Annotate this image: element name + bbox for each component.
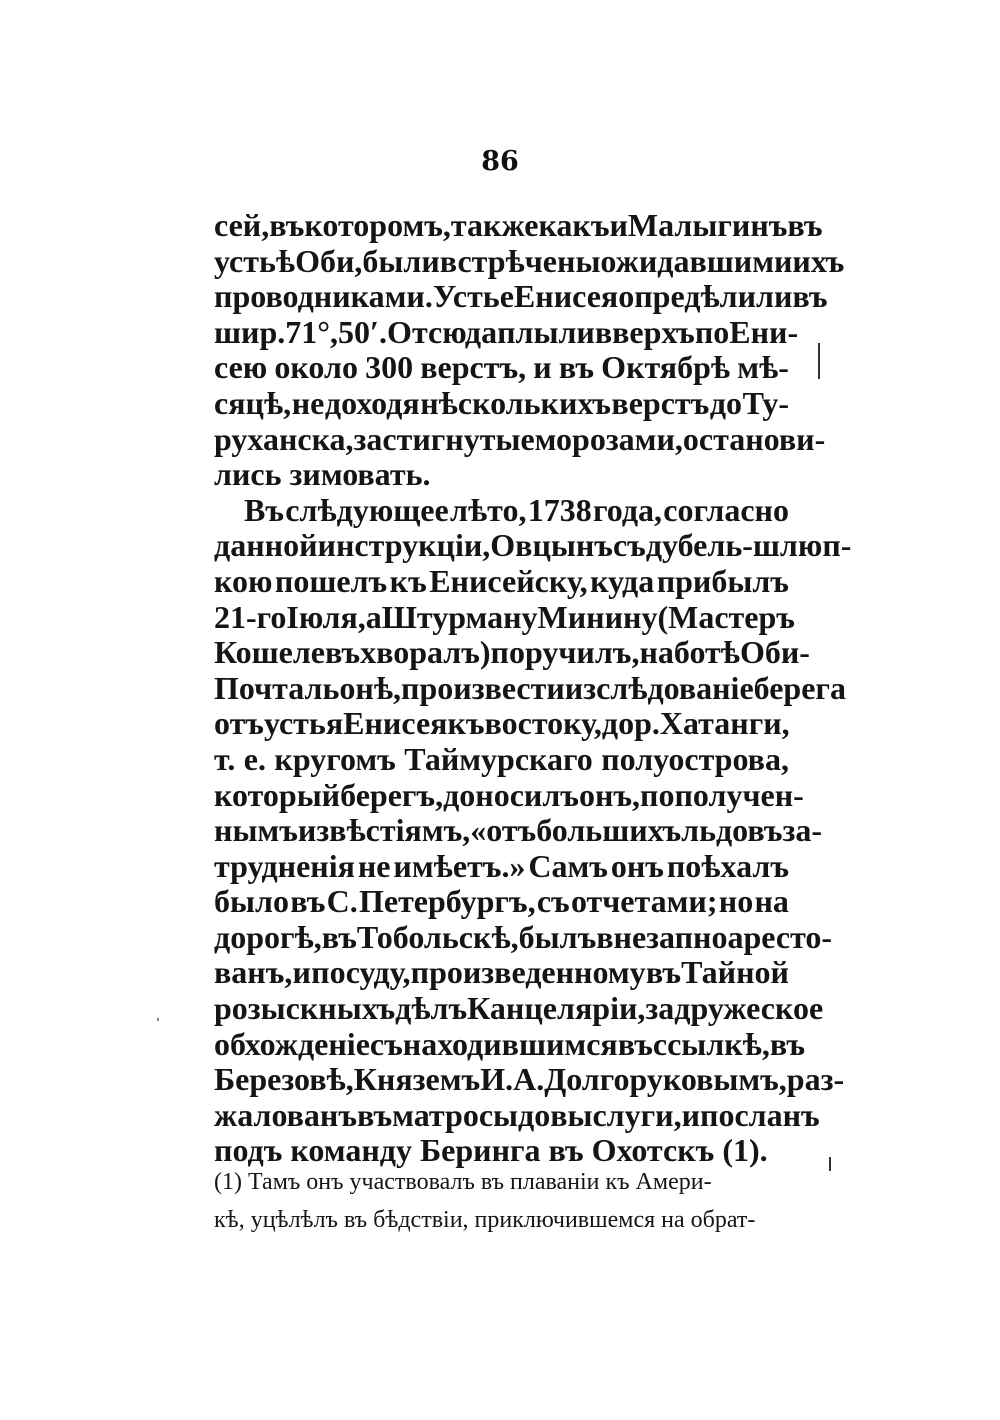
text-line [214, 742, 789, 778]
text-line-content: обхожденіе съ находившимся въ ссылкѣ, въ [214, 1025, 805, 1062]
text-line-content: трудненія не имѣетъ.» Самъ онъ поѣхалъ [214, 847, 789, 884]
text-line-content: Въ слѣдующее лѣто, 1738 года, согласно [244, 491, 789, 528]
page-number: 86 [481, 146, 519, 177]
text-line-content: 21-го Іюля, а Штурману Минину (Мастеръ [214, 598, 795, 635]
text-line [214, 812, 823, 849]
text-line-content: подъ команду Беринга въ Охотскъ (1). [214, 1132, 768, 1169]
text-line-content: сею около 300 верстъ, и въ Октябрѣ мѣ- [214, 349, 789, 386]
text-line-content: проводниками. Устье Енисея опредѣлили въ [214, 278, 828, 315]
text-line [214, 564, 789, 600]
text-line [214, 634, 810, 671]
text-line [214, 918, 833, 956]
text-line-paragraph-end [214, 457, 789, 493]
footnote-line-content: кѣ, уцѣлѣлъ въ бѣдствіи, приключившемся на обрат- [214, 1207, 756, 1233]
text-line-content: шир. 71°,50′. Отсюда плыли вверхъ по Ени- [214, 313, 799, 350]
text-line [214, 1061, 845, 1098]
text-line [214, 598, 795, 636]
text-line [214, 990, 824, 1027]
footnote-line-content: (1) Тамъ онъ участвовалъ въ плаваніи къ Амери- [214, 1169, 712, 1195]
text-line [214, 955, 789, 991]
text-line-content: т. е. кругомъ Таймурскаго полуострова, [214, 740, 789, 777]
text-line-content: ванъ, и по суду, произведенному въ Тайной [214, 954, 789, 991]
text-line [214, 527, 852, 564]
text-line [214, 776, 804, 814]
text-line-paragraph-start [214, 493, 789, 529]
text-line-content: было въ С. Петербургъ, съ отчетами; но на [214, 883, 789, 920]
text-line-content: дорогѣ, въ Тобольскѣ, былъ внезапно аресто- [214, 918, 833, 955]
text-line [214, 884, 789, 920]
margin-dot-mark [157, 1018, 159, 1021]
text-line-content: Почтальонѣ, произвести изслѣдованіе берега [214, 669, 846, 706]
text-line-content: сяцѣ, не доходя нѣсколькихъ верстъ до Ту- [214, 384, 789, 421]
text-line [214, 1096, 820, 1134]
text-line-content: отъ устья Енисея къ востоку, до р. Хатанги, [214, 705, 790, 742]
text-line-content: лись зимовать. [214, 456, 431, 493]
footnote-line [214, 1163, 789, 1201]
text-line-content: устьѣ Оби, были встрѣчены ожидавшими ихъ [214, 242, 845, 279]
footnote-line [214, 1201, 789, 1239]
text-line [214, 207, 823, 244]
text-line-content: розыскныхъ дѣлъ Канцеляріи, за дружеское [214, 990, 824, 1027]
text-line [214, 849, 789, 885]
text-line [214, 706, 789, 742]
text-line-content: данной инструкціи, Овцынъ съ дубель-шлюп- [214, 527, 852, 564]
margin-speck-mark [829, 1157, 831, 1171]
text-line [214, 669, 846, 707]
main-text [214, 207, 852, 1169]
text-line [214, 242, 845, 280]
text-line [214, 420, 826, 458]
text-line-content: который берегъ, доносилъ онъ, по получен- [214, 776, 804, 813]
text-line-content: Кошелевъ хворалъ) поручилъ, на ботѣ Оби- [214, 634, 810, 671]
text-line-content: руханска, застигнутые морозами, останови- [214, 420, 826, 457]
text-line-content: жалованъ въ матросы до выслуги, и посланъ [214, 1096, 820, 1133]
text-line [214, 278, 828, 315]
text-line [214, 313, 799, 351]
text-line-content: нымъ извѣстіямъ, «отъ большихъ льдовъ за- [214, 812, 823, 849]
text-line [214, 350, 789, 386]
text-line-content: Березовѣ, Княземъ И. А. Долгоруковымъ, раз- [214, 1061, 845, 1098]
margin-stroke-mark [818, 343, 820, 379]
text-line-content: сей, въ которомъ, также какъ и Малыгинъ въ [214, 207, 823, 243]
text-line-content: кою пошелъ къ Енисейску, куда прибылъ [214, 562, 789, 599]
text-line [214, 386, 789, 422]
footnote [214, 1163, 789, 1239]
text-line [214, 1025, 805, 1063]
